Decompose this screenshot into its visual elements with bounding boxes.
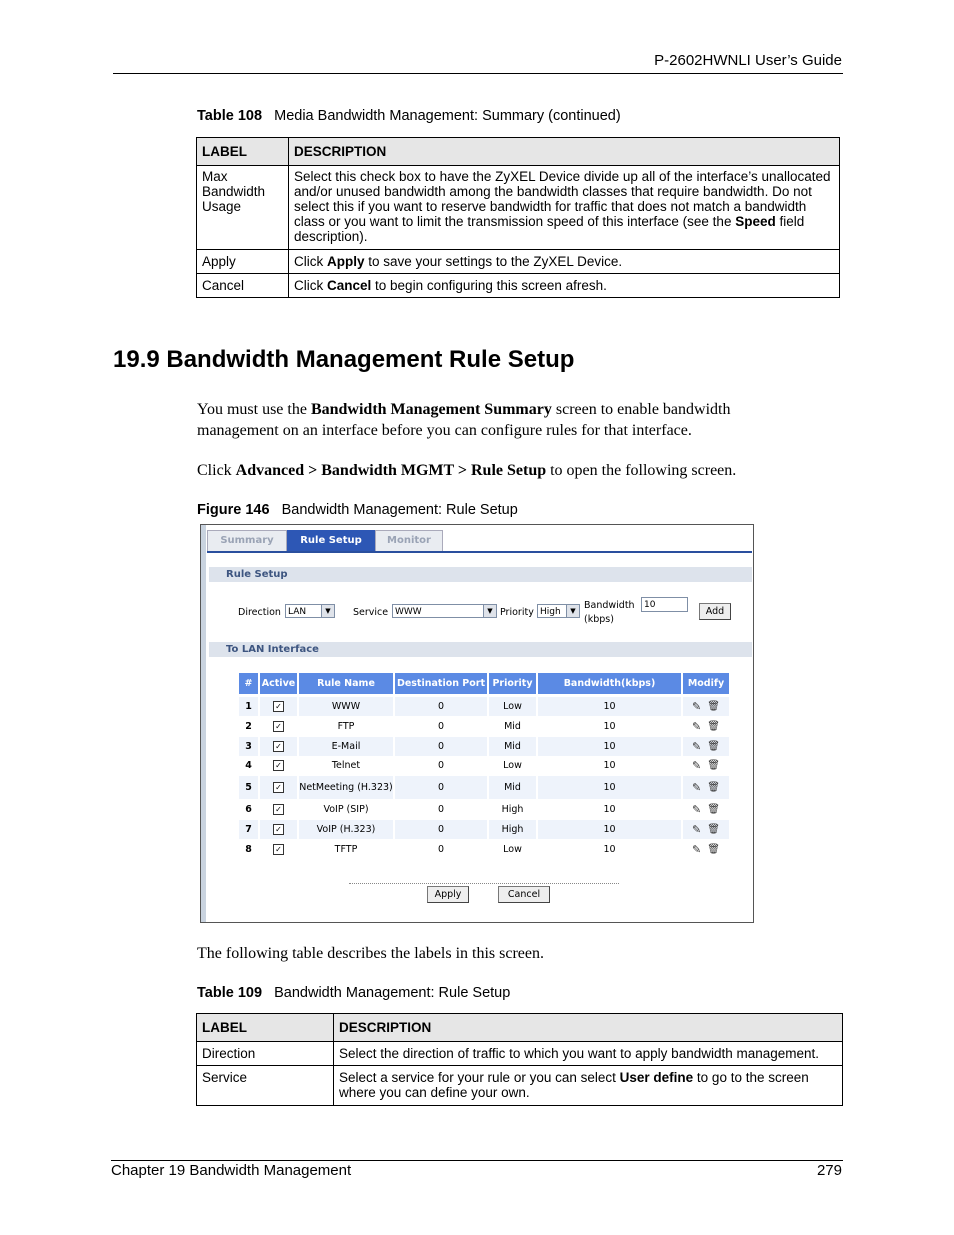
para-text: screen to enable bandwidth management on an interface before you can configure rules for that interface. — [197, 401, 731, 439]
rule-bandwidth: 10 — [538, 840, 681, 859]
desc-text: field description). — [294, 214, 805, 244]
tab-rule-setup[interactable]: Rule Setup — [287, 530, 375, 551]
edit-icon[interactable]: ✎ — [692, 780, 702, 794]
para-text: You must use the — [197, 401, 311, 418]
priority-select[interactable] — [537, 604, 580, 618]
table108-title: Media Bandwidth Management: Summary (continued) — [274, 108, 621, 124]
active-checkbox[interactable] — [260, 840, 297, 859]
rule-setup-bar: Rule Setup — [209, 567, 752, 582]
delete-icon[interactable]: 🗑 — [707, 740, 720, 752]
section-title: 19.9 Bandwidth Management Rule Setup — [113, 346, 575, 373]
header-rule — [113, 73, 843, 74]
rule-number: 8 — [239, 840, 258, 859]
destination-port: 0 — [395, 737, 487, 756]
destination-port: 0 — [395, 800, 487, 819]
desc-text: Click — [294, 278, 327, 293]
rule-bandwidth: 10 — [538, 800, 681, 819]
rule-priority: Low — [489, 840, 536, 859]
priority-value: High — [540, 607, 561, 617]
row-description — [289, 250, 840, 274]
priority-label: Priority — [500, 607, 534, 618]
row-label: Apply — [197, 250, 289, 274]
rule-number: 1 — [239, 697, 258, 716]
rule-bandwidth: 10 — [538, 756, 681, 775]
table-row — [239, 776, 729, 799]
rule-number: 6 — [239, 800, 258, 819]
destination-port: 0 — [395, 840, 487, 859]
bandwidth-unit: (kbps) — [584, 614, 614, 625]
delete-icon[interactable]: 🗑 — [707, 781, 720, 793]
active-checkbox[interactable] — [260, 776, 297, 799]
desc-text: to begin configuring this screen afresh. — [371, 278, 607, 293]
col-header-priority: Priority — [489, 673, 536, 694]
para-text: to open the following screen. — [546, 462, 737, 479]
edit-icon[interactable]: ✎ — [692, 739, 702, 753]
table-row — [197, 274, 840, 298]
table108-caption — [197, 108, 621, 124]
table-row — [239, 697, 729, 716]
table109 — [196, 1013, 843, 1106]
rule-name: FTP — [299, 717, 393, 736]
col-header-modify: Modify — [683, 673, 729, 694]
col-header-destination-port: Destination Port — [395, 673, 487, 694]
table-row — [239, 737, 729, 756]
checkbox-checked-icon[interactable]: ✓ — [273, 782, 284, 793]
delete-icon[interactable]: 🗑 — [707, 720, 720, 732]
row-label: Service — [197, 1066, 334, 1106]
rule-bandwidth: 10 — [538, 737, 681, 756]
table109-caption — [197, 985, 510, 1001]
rule-bandwidth: 10 — [538, 776, 681, 799]
edit-icon[interactable]: ✎ — [692, 758, 702, 772]
destination-port: 0 — [395, 776, 487, 799]
desc-text: Select this check box to have the ZyXEL Device divide up all of the interface’s unallocated and/or unused bandwidth among the bandwidth classes that require bandwidth. Do not select this if you want to reserve bandwidth for traffic that does not match a bandwidth class or you want to limit the transmission speed of this interface (see the — [294, 169, 831, 229]
modify-cell — [683, 840, 729, 859]
rule-priority: Mid — [489, 717, 536, 736]
tab-strip — [207, 530, 752, 553]
service-value: WWW — [395, 607, 422, 617]
table109-label-header: LABEL — [197, 1014, 334, 1042]
figure-caption — [197, 502, 518, 518]
page-number: 279 — [816, 1162, 842, 1179]
table-row — [239, 800, 729, 819]
para-bold: Advanced > Bandwidth MGMT > Rule Setup — [235, 462, 547, 479]
destination-port: 0 — [395, 756, 487, 775]
footer-rule — [111, 1160, 843, 1161]
desc-text: Select the direction of traffic to which you want to apply bandwidth management. — [339, 1046, 820, 1061]
checkbox-checked-icon[interactable]: ✓ — [273, 760, 284, 771]
destination-port: 0 — [395, 717, 487, 736]
table-row — [197, 1066, 843, 1106]
table-row — [239, 717, 729, 736]
destination-port: 0 — [395, 820, 487, 839]
service-label: Service — [353, 607, 389, 618]
delete-icon[interactable]: 🗑 — [707, 700, 720, 712]
modify-cell — [683, 776, 729, 799]
modify-cell — [683, 737, 729, 756]
desc-bold: Speed — [735, 214, 776, 229]
table108-label-header: LABEL — [197, 138, 289, 166]
rule-setup-screenshot — [200, 524, 754, 923]
rule-bandwidth: 10 — [538, 820, 681, 839]
rule-number: 7 — [239, 820, 258, 839]
rule-name: VoIP (H.323) — [299, 820, 393, 839]
modify-cell — [683, 820, 729, 839]
service-select[interactable] — [392, 604, 497, 618]
direction-select[interactable] — [285, 604, 335, 618]
checkbox-checked-icon[interactable]: ✓ — [273, 844, 284, 855]
rule-name: WWW — [299, 697, 393, 716]
checkbox-checked-icon[interactable]: ✓ — [273, 824, 284, 835]
desc-text: Click — [294, 254, 327, 269]
modify-cell — [683, 697, 729, 716]
table108 — [196, 137, 840, 298]
table109-number: Table 109 — [197, 985, 263, 1001]
edit-icon[interactable]: ✎ — [692, 699, 702, 713]
table109-desc-header: DESCRIPTION — [334, 1014, 843, 1042]
guide-title: P-2602HWNLI User’s Guide — [654, 52, 842, 69]
row-label: Cancel — [197, 274, 289, 298]
rule-priority: High — [489, 800, 536, 819]
chevron-down-icon: ▼ — [321, 605, 334, 617]
rule-number: 2 — [239, 717, 258, 736]
delete-icon[interactable]: 🗑 — [707, 823, 720, 835]
desc-bold: Apply — [327, 254, 365, 269]
table-row — [239, 820, 729, 839]
modify-cell — [683, 717, 729, 736]
desc-bold: User define — [619, 1070, 694, 1085]
table-intro-paragraph: The following table describes the labels in this screen. — [197, 945, 545, 962]
add-button[interactable]: Add — [699, 603, 731, 620]
checkbox-checked-icon[interactable]: ✓ — [273, 721, 284, 732]
row-description — [334, 1042, 843, 1066]
para-text: Click — [197, 462, 236, 479]
table108-desc-header: DESCRIPTION — [289, 138, 840, 166]
para-bold: Bandwidth Management Summary — [310, 401, 552, 418]
table-row — [239, 840, 729, 859]
rule-name: TFTP — [299, 840, 393, 859]
col-header-active: Active — [260, 673, 297, 694]
rule-priority: Mid — [489, 776, 536, 799]
direction-label: Direction — [238, 607, 281, 618]
rule-number: 4 — [239, 756, 258, 775]
active-checkbox[interactable] — [260, 820, 297, 839]
bandwidth-input[interactable]: 10 — [641, 597, 688, 612]
tab-monitor[interactable]: Monitor — [375, 530, 443, 551]
table108-number: Table 108 — [197, 108, 263, 124]
active-checkbox[interactable] — [260, 756, 297, 775]
rule-priority: Low — [489, 756, 536, 775]
rule-priority: High — [489, 820, 536, 839]
destination-port: 0 — [395, 697, 487, 716]
chevron-down-icon: ▼ — [566, 605, 579, 617]
bandwidth-label: Bandwidth — [584, 600, 635, 611]
table-row — [197, 1042, 843, 1066]
delete-icon[interactable]: 🗑 — [707, 803, 720, 815]
divider — [349, 883, 619, 884]
rule-priority: Mid — [489, 737, 536, 756]
intro-paragraph — [197, 399, 797, 441]
edit-icon[interactable]: ✎ — [692, 802, 702, 816]
cancel-button[interactable]: Cancel — [498, 886, 550, 903]
table109-title: Bandwidth Management: Rule Setup — [274, 985, 511, 1001]
rule-name: NetMeeting (H.323) — [299, 776, 393, 799]
chevron-down-icon: ▼ — [483, 605, 496, 617]
rule-name: Telnet — [299, 756, 393, 775]
figure-title: Bandwidth Management: Rule Setup — [281, 502, 518, 518]
footer-chapter: Chapter 19 Bandwidth Management — [111, 1162, 352, 1179]
edit-icon[interactable]: ✎ — [692, 822, 702, 836]
checkbox-checked-icon[interactable]: ✓ — [273, 804, 284, 815]
delete-icon[interactable]: 🗑 — [707, 759, 720, 771]
row-description — [289, 166, 840, 250]
desc-bold: Cancel — [327, 278, 372, 293]
col-header-rule-name: Rule Name — [299, 673, 393, 694]
edit-icon[interactable]: ✎ — [692, 842, 702, 856]
modify-cell — [683, 756, 729, 775]
col-header-number: # — [239, 673, 258, 694]
col-header-bandwidth: Bandwidth(kbps) — [538, 673, 681, 694]
rule-name: E-Mail — [299, 737, 393, 756]
row-label: Max Bandwidth Usage — [197, 166, 289, 250]
figure-number: Figure 146 — [197, 502, 270, 518]
rule-bandwidth: 10 — [538, 697, 681, 716]
active-checkbox[interactable] — [260, 717, 297, 736]
rule-name: VoIP (SIP) — [299, 800, 393, 819]
delete-icon[interactable]: 🗑 — [707, 843, 720, 855]
interface-bar: To LAN Interface — [209, 642, 752, 657]
rule-number: 5 — [239, 776, 258, 799]
active-checkbox[interactable] — [260, 800, 297, 819]
active-checkbox[interactable] — [260, 737, 297, 756]
row-description — [334, 1066, 843, 1106]
row-description — [289, 274, 840, 298]
edit-icon[interactable]: ✎ — [692, 719, 702, 733]
desc-text: to save your settings to the ZyXEL Device. — [364, 254, 623, 269]
screen-left-bar — [201, 525, 206, 922]
apply-button[interactable]: Apply — [427, 886, 469, 903]
table-row — [197, 250, 840, 274]
active-checkbox[interactable] — [260, 697, 297, 716]
tab-summary[interactable]: Summary — [207, 530, 287, 551]
checkbox-checked-icon[interactable]: ✓ — [273, 741, 284, 752]
table-row — [197, 166, 840, 250]
desc-text: Select a service for your rule or you can select — [339, 1070, 620, 1085]
table-row — [239, 756, 729, 775]
rule-bandwidth: 10 — [538, 717, 681, 736]
navigation-paragraph — [197, 460, 837, 481]
modify-cell — [683, 800, 729, 819]
checkbox-checked-icon[interactable]: ✓ — [273, 701, 284, 712]
rule-number: 3 — [239, 737, 258, 756]
row-label: Direction — [197, 1042, 334, 1066]
desc-text: to go to the screen where you can define your own. — [339, 1070, 809, 1100]
rule-priority: Low — [489, 697, 536, 716]
direction-value: LAN — [288, 607, 307, 617]
